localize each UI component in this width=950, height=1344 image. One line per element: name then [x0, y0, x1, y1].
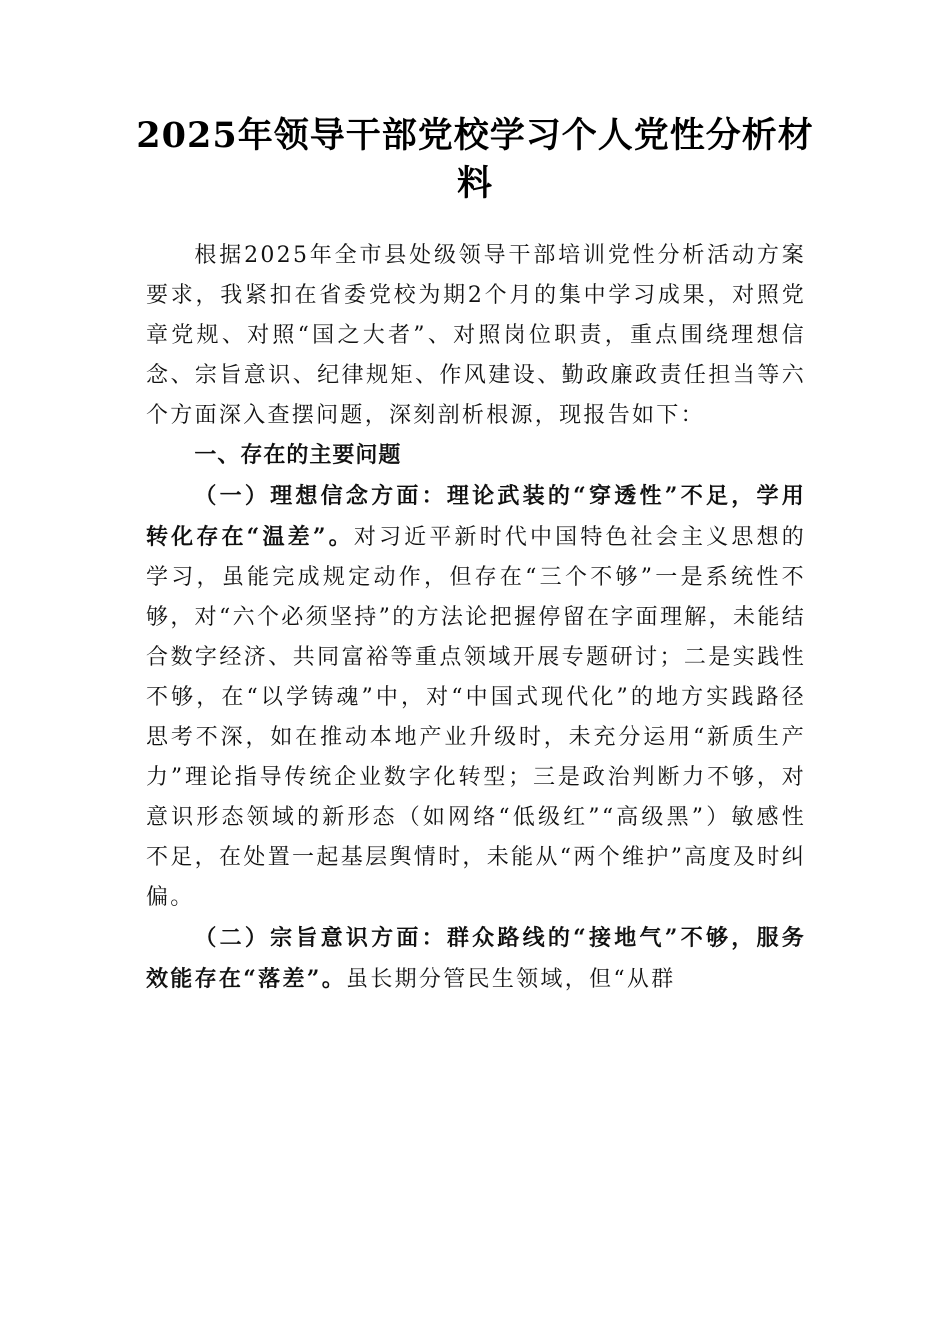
item-2-title: （二）宗旨意识方面：群众路线的“接地气”不够，服务效能存在“落差”。 [146, 925, 806, 992]
document-title: 2025年领导干部党校学习个人党性分析材料 [136, 115, 814, 204]
item-2-paragraph [146, 918, 806, 1000]
item-1-paragraph [146, 476, 806, 918]
item-1-text: 对习近平新时代中国特色社会主义思想的学习，虽能完成规定动作，但存在“三个不够”一是系统性不够，对“六个必须坚持”的方法论把握停留在字面理解，未能结合数字经济、共同富裕等重点领域开展专题研讨；二是实践性不够，在“以学铸魂”中，对“中国式现代化”的地方实践路径思考不深，如在推动本地产业升级时，未充分运用“新质生产力”理论指导传统企业数字化转型；三是政治判断力不够，对意识形态领域的新形态（如网络“低级红”“高级黑”）敏感性不足，在处置一起基层舆情时，未能从“两个维护”高度及时纠偏。 [146, 525, 806, 910]
document-body [146, 236, 806, 1000]
item-2-text: 虽长期分管民生领域，但“从群 [346, 967, 676, 992]
intro-paragraph: 根据2025年全市县处级领导干部培训党性分析活动方案要求，我紧扣在省委党校为期2个月的集中学习成果，对照党章党规、对照“国之大者”、对照岗位职责，重点围绕理想信念、宗旨意识、纪律规矩、作风建设、勤政廉政责任担当等六个方面深入查摆问题，深刻剖析根源，现报告如下： [146, 243, 806, 428]
item-1-title: （一）理想信念方面：理论武装的“穿透性”不足，学用转化存在“温差”。 [146, 483, 806, 550]
section-heading: 一、存在的主要问题 [194, 443, 402, 468]
